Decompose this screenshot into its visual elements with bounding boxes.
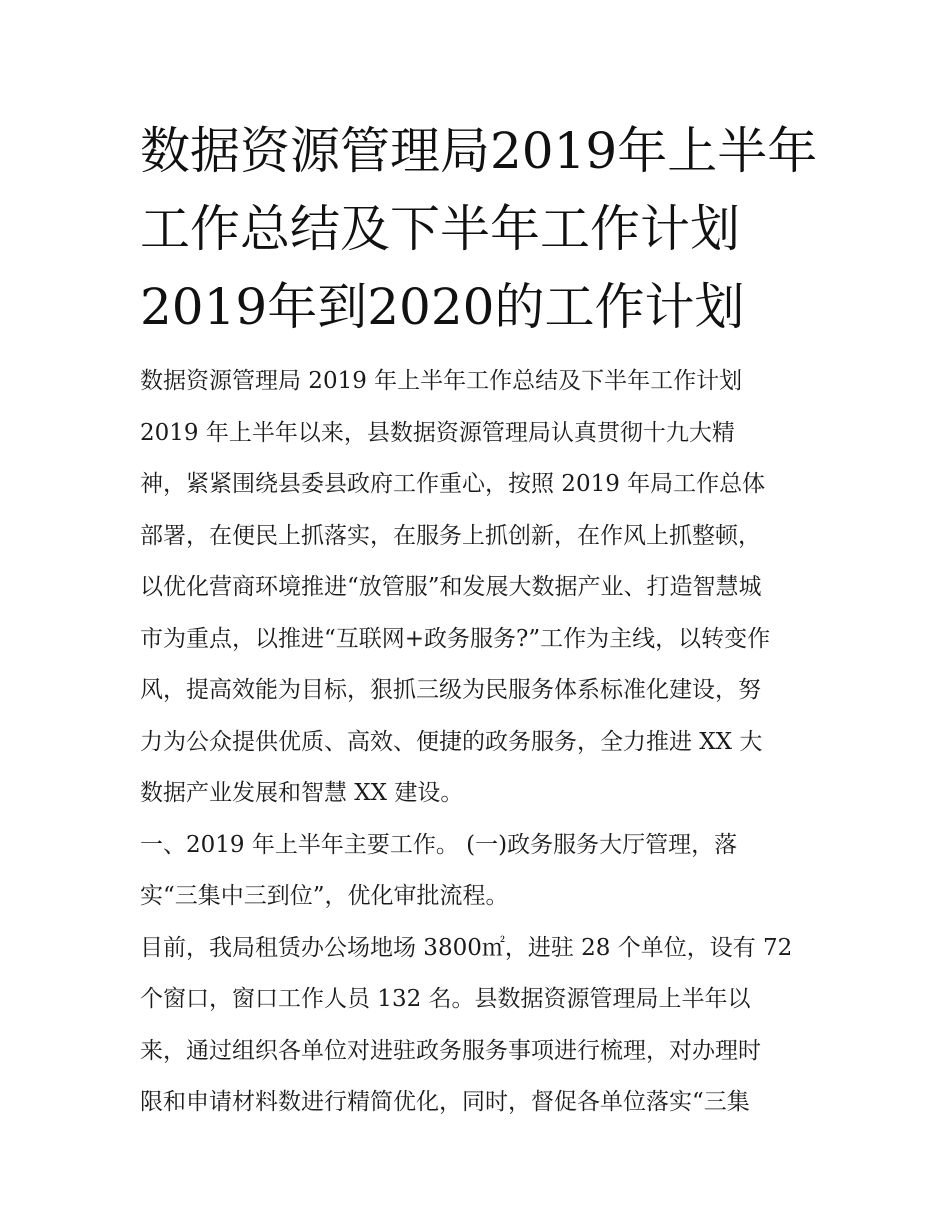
body-line: 市为重点，以推进“互联网+政务服务?”工作为主线，以转变作	[140, 625, 771, 652]
body-line: 来，通过组织各单位对进驻政务服务事项进行梳理，对办理时	[140, 1037, 761, 1064]
body-line: 个窗口，窗口工作人员 132 名。县数据资源管理局上半年以	[140, 986, 751, 1012]
title-line: 2019年到2020的工作计划	[140, 278, 745, 336]
body-line: 实“三集中三到位”，优化审批流程。	[140, 883, 509, 909]
body-line: 数据产业发展和智慧 XX 建设。	[140, 780, 464, 806]
document-body	[140, 356, 820, 1129]
body-line: 力为公众提供优质、高效、便捷的政务服务，全力推进 XX 大	[140, 728, 763, 755]
title-line: 工作总结及下半年工作计划	[140, 200, 740, 258]
body-line: 一、2019 年上半年主要工作。 (一)政务服务大厅管理，落	[140, 831, 738, 858]
body-line: 2019 年上半年以来，县数据资源管理局认真贯彻十九大精	[140, 419, 735, 446]
body-line: 风，提高效能为目标，狠抓三级为民服务体系标准化建设，努	[140, 677, 761, 703]
body-line: 数据资源管理局 2019 年上半年工作总结及下半年工作计划	[140, 368, 743, 394]
body-line: 以优化营商环境推进“放管服”和发展大数据产业、打造智慧城	[140, 574, 762, 600]
body-line: 神，紧紧围绕县委县政府工作重心，按照 2019 年局工作总体	[140, 471, 766, 497]
body-line: 限和申请材料数进行精简优化，同时，督促各单位落实“三集	[140, 1089, 750, 1115]
document-title	[140, 112, 820, 346]
body-line: 部署，在便民上抓落实，在服务上抓创新，在作风上抓整顿，	[140, 522, 761, 549]
body-line: 目前，我局租赁办公场地场 3800㎡，进驻 28 个单位，设有 72	[140, 934, 793, 961]
title-line: 数据资源管理局2019年上半年	[140, 122, 818, 180]
